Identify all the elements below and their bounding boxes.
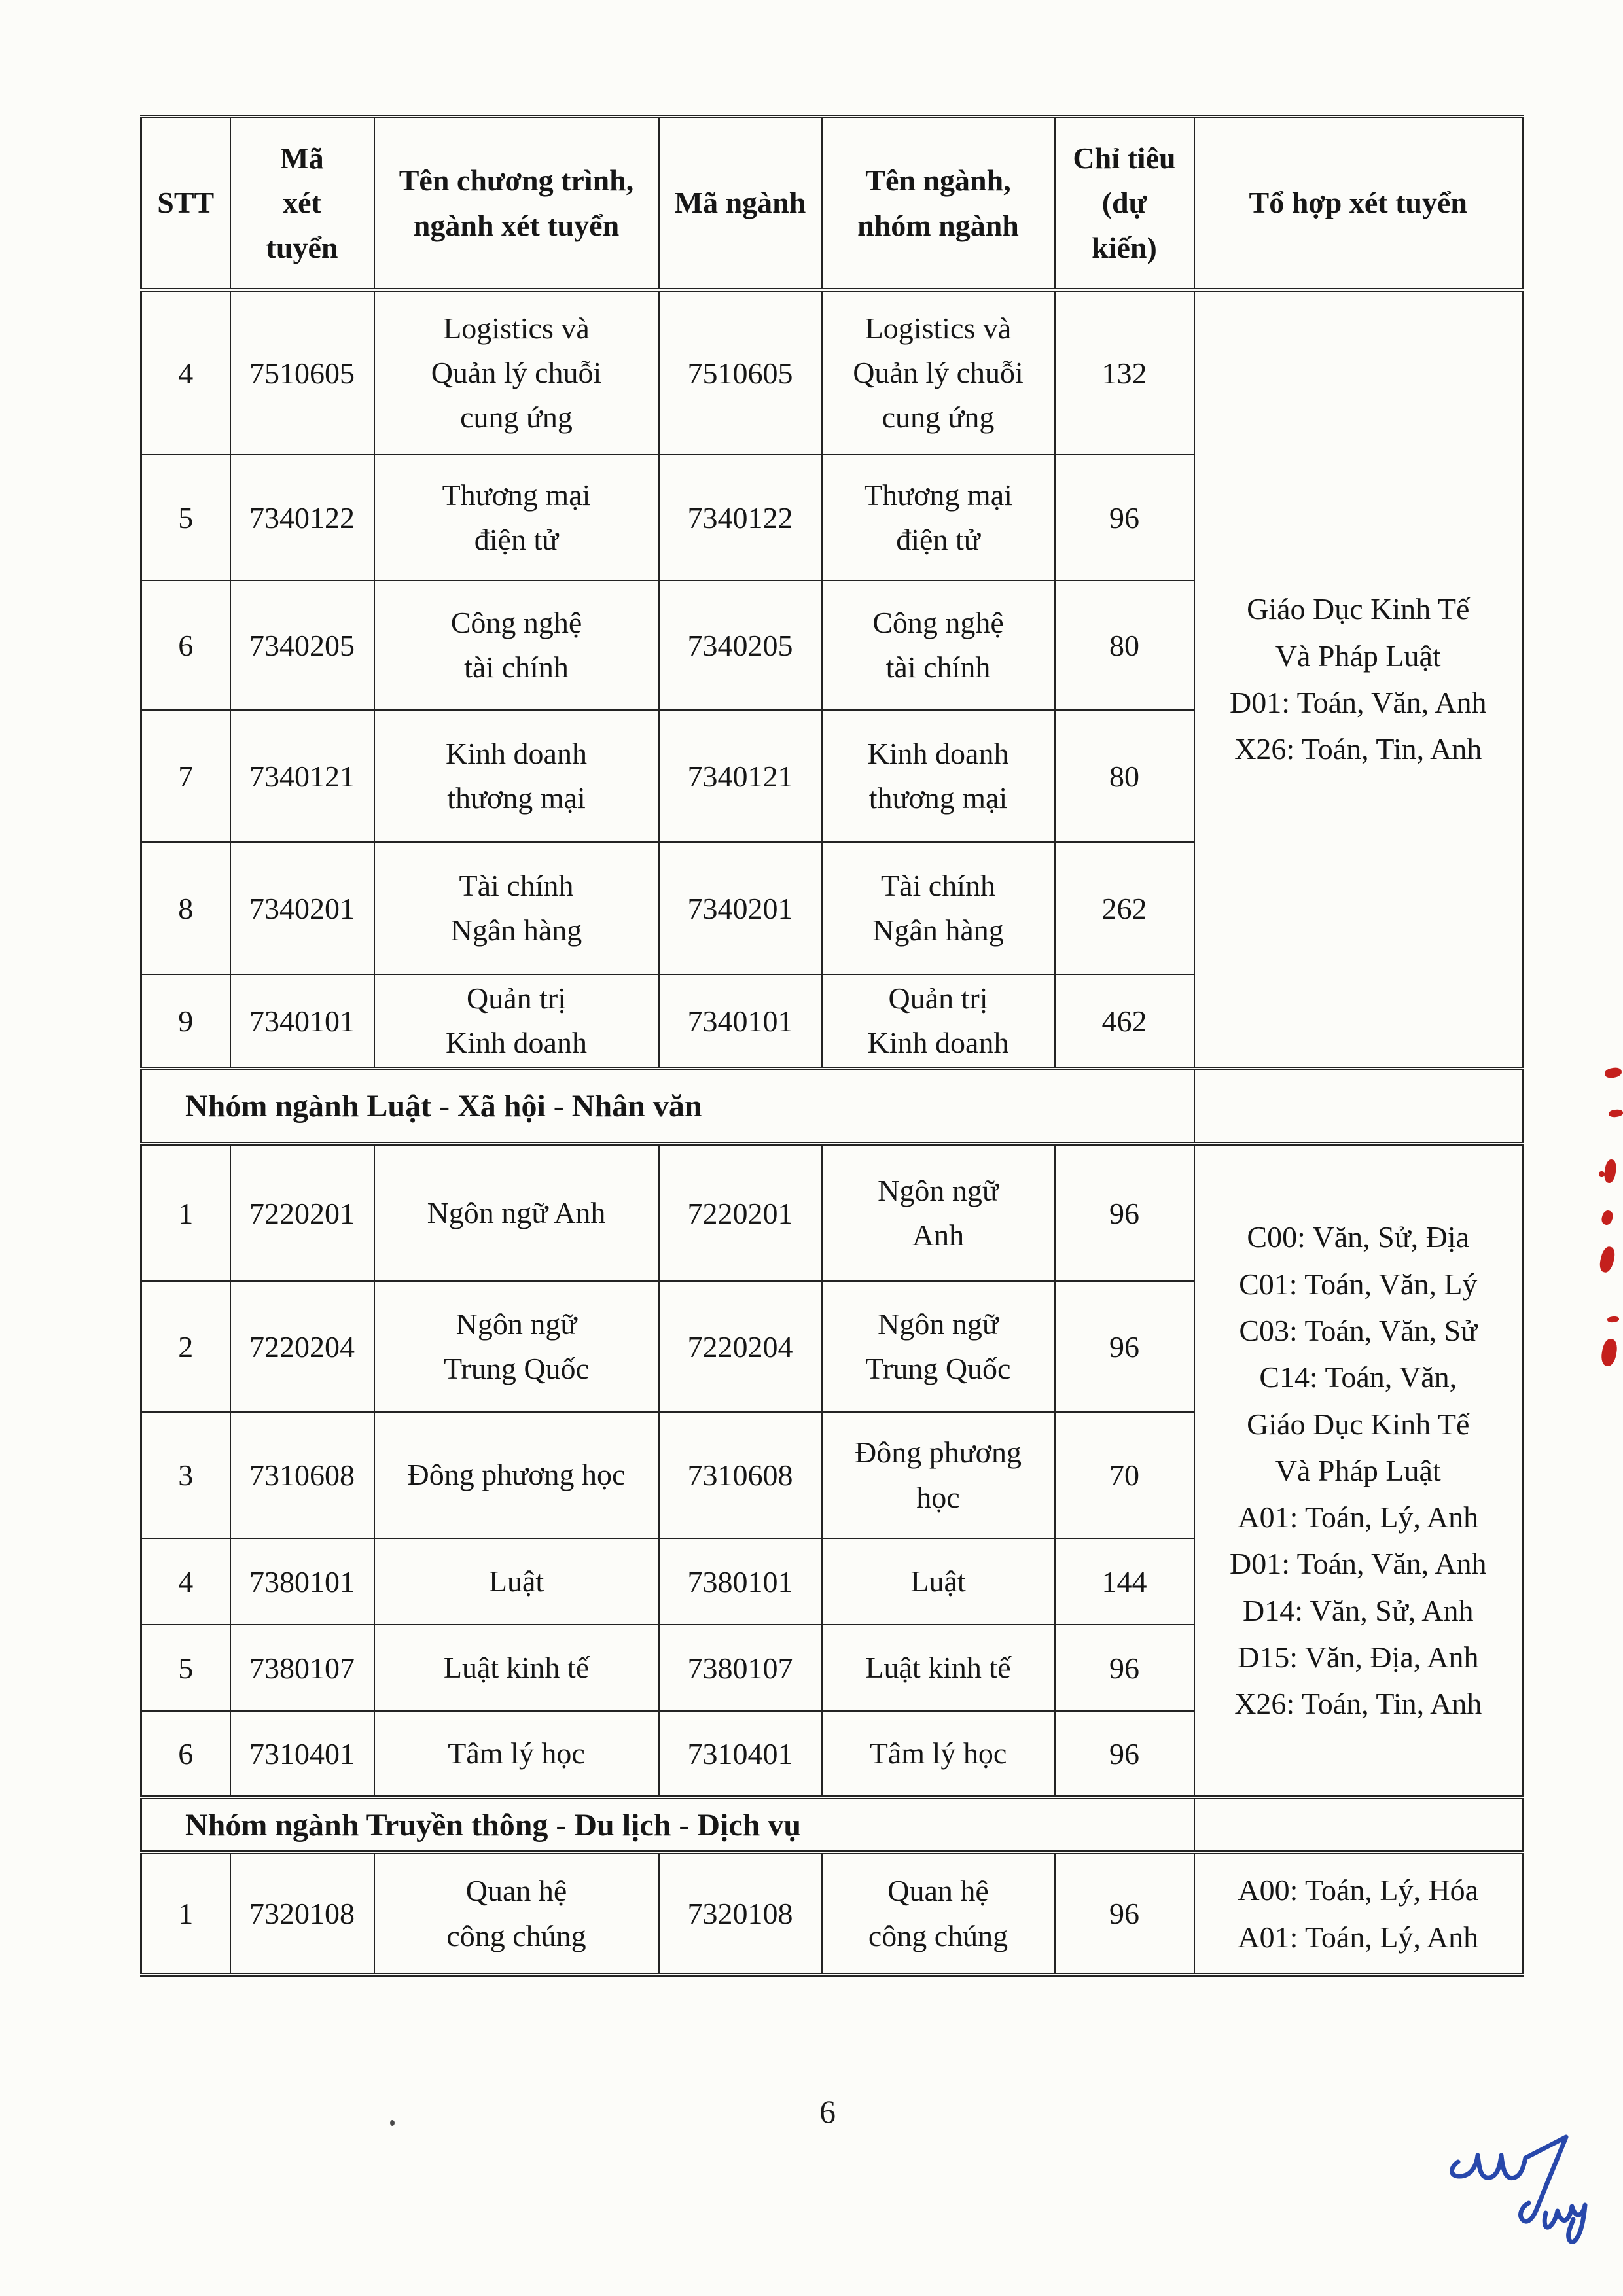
major-line: Quản lý chuỗi bbox=[853, 355, 1024, 389]
major-line: Tâm lý học bbox=[869, 1736, 1007, 1770]
major-line: Trung Quốc bbox=[865, 1352, 1011, 1385]
major-line: cung ứng bbox=[882, 400, 995, 434]
combination-line: A00: Toán, Lý, Hóa bbox=[1238, 1873, 1479, 1907]
admission-code-cell: 7320108 bbox=[230, 1852, 374, 1975]
program-line: Thương mại bbox=[442, 478, 591, 512]
quota-cell: 96 bbox=[1055, 1281, 1194, 1412]
page-edge-mark bbox=[1597, 1245, 1616, 1274]
program-line: Đông phương học bbox=[407, 1458, 626, 1492]
major-name-cell bbox=[822, 455, 1055, 580]
major-line: thương mại bbox=[868, 781, 1008, 815]
page-edge-mark bbox=[1607, 1316, 1620, 1323]
major-code-cell: 7220204 bbox=[659, 1281, 822, 1412]
quota-cell: 80 bbox=[1055, 580, 1194, 710]
stt-cell: 4 bbox=[141, 290, 230, 455]
page-edge-mark bbox=[1600, 1337, 1619, 1367]
quota-cell: 262 bbox=[1055, 842, 1194, 974]
program-line: Kinh doanh bbox=[446, 1026, 587, 1059]
major-code-cell: 7220201 bbox=[659, 1144, 822, 1281]
admission-code-cell: 7340121 bbox=[230, 710, 374, 842]
combination-line: A01: Toán, Lý, Anh bbox=[1238, 1500, 1479, 1534]
major-name-cell bbox=[822, 710, 1055, 842]
quota-cell: 96 bbox=[1055, 1625, 1194, 1711]
major-code-cell: 7310401 bbox=[659, 1711, 822, 1797]
admission-quota-table bbox=[140, 115, 1524, 1977]
program-line: thương mại bbox=[447, 781, 586, 815]
page-edge-mark bbox=[1608, 1109, 1623, 1118]
subject-combination-cell bbox=[1194, 290, 1523, 1069]
admission-code-cell: 7220204 bbox=[230, 1281, 374, 1412]
admission-code-cell: 7220201 bbox=[230, 1144, 374, 1281]
page-edge-mark bbox=[1603, 1159, 1618, 1184]
combination-line: D01: Toán, Văn, Anh bbox=[1230, 686, 1487, 719]
major-name-cell bbox=[822, 1625, 1055, 1711]
combination-line: D14: Văn, Sử, Anh bbox=[1242, 1593, 1474, 1627]
major-line: điện tử bbox=[896, 523, 980, 556]
section-title: Nhóm ngành Truyền thông - Du lịch - Dịch vụ bbox=[141, 1797, 1194, 1852]
header-text: ngành xét tuyển bbox=[413, 208, 620, 242]
header-text: nhóm ngành bbox=[857, 208, 1019, 242]
table-row bbox=[141, 1144, 1523, 1281]
empty-cell bbox=[1194, 1069, 1523, 1144]
subject-combination-cell bbox=[1194, 1144, 1523, 1797]
major-name-cell bbox=[822, 1852, 1055, 1975]
signature-scribble bbox=[1407, 2128, 1610, 2252]
major-line: Thương mại bbox=[864, 478, 1012, 512]
major-name-cell bbox=[822, 842, 1055, 974]
major-name-cell bbox=[822, 1538, 1055, 1625]
stt-cell: 4 bbox=[141, 1538, 230, 1625]
combination-line: X26: Toán, Tin, Anh bbox=[1234, 1687, 1482, 1721]
stt-cell: 6 bbox=[141, 1711, 230, 1797]
section-row-luat bbox=[141, 1069, 1523, 1144]
major-line: Luật kinh tế bbox=[865, 1650, 1011, 1684]
program-line: công chúng bbox=[446, 1918, 586, 1952]
header-subject-combination bbox=[1194, 116, 1523, 290]
program-line: Tài chính bbox=[459, 868, 574, 902]
combination-line: A01: Toán, Lý, Anh bbox=[1238, 1920, 1479, 1954]
program-line: Logistics và bbox=[443, 311, 590, 345]
quota-cell: 132 bbox=[1055, 290, 1194, 455]
header-admission-code bbox=[230, 116, 374, 290]
table-row bbox=[141, 1852, 1523, 1975]
combination-line: C03: Toán, Văn, Sử bbox=[1239, 1313, 1478, 1347]
quota-cell: 462 bbox=[1055, 974, 1194, 1069]
program-name-cell bbox=[374, 974, 659, 1069]
program-line: Ngôn ngữ bbox=[455, 1307, 577, 1341]
table-header-row bbox=[141, 116, 1523, 290]
combination-line: Và Pháp Luật bbox=[1275, 1453, 1441, 1487]
header-text: Tên chương trình, bbox=[399, 164, 634, 198]
header-text: kiến) bbox=[1092, 230, 1157, 264]
program-line: Tâm lý học bbox=[448, 1736, 585, 1770]
header-text: Mã bbox=[280, 141, 324, 175]
header-text: STT bbox=[157, 186, 215, 220]
major-name-cell bbox=[822, 1144, 1055, 1281]
header-text: Chỉ tiêu bbox=[1073, 141, 1176, 175]
admission-code-cell: 7380107 bbox=[230, 1625, 374, 1711]
section-title: Nhóm ngành Luật - Xã hội - Nhân văn bbox=[141, 1069, 1194, 1144]
program-name-cell bbox=[374, 842, 659, 974]
major-code-cell: 7380107 bbox=[659, 1625, 822, 1711]
header-text: Tên ngành, bbox=[865, 164, 1011, 198]
admission-code-cell: 7510605 bbox=[230, 290, 374, 455]
major-line: Ngôn ngữ bbox=[878, 1173, 999, 1207]
major-code-cell: 7380101 bbox=[659, 1538, 822, 1625]
header-quota bbox=[1055, 116, 1194, 290]
admission-code-cell: 7310401 bbox=[230, 1711, 374, 1797]
admission-code-cell: 7310608 bbox=[230, 1412, 374, 1538]
table-row bbox=[141, 290, 1523, 455]
program-name-cell bbox=[374, 1625, 659, 1711]
program-line: tài chính bbox=[464, 650, 569, 684]
major-name-cell bbox=[822, 974, 1055, 1069]
program-line: Quan hệ bbox=[465, 1874, 567, 1908]
header-stt bbox=[141, 116, 230, 290]
page-edge-mark bbox=[1604, 1067, 1622, 1079]
program-name-cell bbox=[374, 455, 659, 580]
header-text: tuyển bbox=[266, 230, 338, 264]
major-name-cell bbox=[822, 290, 1055, 455]
major-name-cell bbox=[822, 1281, 1055, 1412]
header-major-code bbox=[659, 116, 822, 290]
stt-cell: 2 bbox=[141, 1281, 230, 1412]
major-line: Luật bbox=[910, 1564, 966, 1598]
program-name-cell bbox=[374, 710, 659, 842]
empty-cell bbox=[1194, 1797, 1523, 1852]
quota-cell: 96 bbox=[1055, 455, 1194, 580]
program-line: Kinh doanh bbox=[446, 736, 587, 770]
stt-cell: 7 bbox=[141, 710, 230, 842]
major-line: Quản trị bbox=[888, 981, 988, 1015]
admission-code-cell: 7380101 bbox=[230, 1538, 374, 1625]
stt-cell: 8 bbox=[141, 842, 230, 974]
program-line: Ngân hàng bbox=[450, 913, 582, 947]
major-line: học bbox=[916, 1480, 960, 1514]
page-number: 6 bbox=[819, 2093, 836, 2130]
major-name-cell bbox=[822, 580, 1055, 710]
major-line: Ngôn ngữ bbox=[878, 1307, 999, 1341]
header-text: Mã ngành bbox=[674, 186, 806, 220]
program-line: Luật bbox=[488, 1564, 544, 1598]
program-line: cung ứng bbox=[460, 400, 573, 434]
header-text: Tổ hợp xét tuyển bbox=[1249, 186, 1467, 220]
header-text: xét bbox=[283, 186, 321, 220]
quota-cell: 96 bbox=[1055, 1852, 1194, 1975]
major-line: Đông phương bbox=[855, 1436, 1022, 1470]
combination-line: Giáo Dục Kinh Tế bbox=[1247, 592, 1470, 626]
major-line: Kinh doanh bbox=[867, 1026, 1009, 1059]
combination-line: C00: Văn, Sử, Địa bbox=[1247, 1220, 1470, 1254]
major-code-cell: 7320108 bbox=[659, 1852, 822, 1975]
subject-combination-cell bbox=[1194, 1852, 1523, 1975]
admission-code-cell: 7340101 bbox=[230, 974, 374, 1069]
major-code-cell: 7340201 bbox=[659, 842, 822, 974]
program-line: Luật kinh tế bbox=[443, 1650, 590, 1684]
header-major-name bbox=[822, 116, 1055, 290]
combination-line: D01: Toán, Văn, Anh bbox=[1230, 1547, 1487, 1581]
scan-speck bbox=[390, 2120, 395, 2126]
program-name-cell bbox=[374, 290, 659, 455]
major-name-cell bbox=[822, 1711, 1055, 1797]
quota-cell: 144 bbox=[1055, 1538, 1194, 1625]
program-name-cell bbox=[374, 1852, 659, 1975]
program-name-cell bbox=[374, 1144, 659, 1281]
combination-line: D15: Văn, Địa, Anh bbox=[1238, 1640, 1479, 1674]
major-code-cell: 7340121 bbox=[659, 710, 822, 842]
major-line: tài chính bbox=[885, 650, 991, 684]
header-program-name bbox=[374, 116, 659, 290]
major-line: Logistics và bbox=[865, 311, 1012, 345]
program-line: Quản trị bbox=[466, 981, 566, 1015]
stt-cell: 5 bbox=[141, 1625, 230, 1711]
page-edge-mark bbox=[1599, 1171, 1605, 1177]
header-text: (dự bbox=[1101, 186, 1147, 220]
combination-line: Và Pháp Luật bbox=[1275, 639, 1441, 673]
stt-cell: 1 bbox=[141, 1852, 230, 1975]
combination-line: C14: Toán, Văn, bbox=[1259, 1360, 1457, 1394]
major-line: Quan hệ bbox=[887, 1874, 989, 1908]
program-line: Ngôn ngữ Anh bbox=[427, 1195, 606, 1229]
major-line: Ngân hàng bbox=[872, 913, 1004, 947]
admission-code-cell: 7340201 bbox=[230, 842, 374, 974]
combination-line: C01: Toán, Văn, Lý bbox=[1239, 1267, 1478, 1301]
stt-cell: 9 bbox=[141, 974, 230, 1069]
major-code-cell: 7310608 bbox=[659, 1412, 822, 1538]
quota-cell: 96 bbox=[1055, 1711, 1194, 1797]
major-code-cell: 7340122 bbox=[659, 455, 822, 580]
program-name-cell bbox=[374, 1281, 659, 1412]
admission-code-cell: 7340205 bbox=[230, 580, 374, 710]
quota-cell: 80 bbox=[1055, 710, 1194, 842]
combination-line: Giáo Dục Kinh Tế bbox=[1247, 1407, 1470, 1441]
program-name-cell bbox=[374, 1412, 659, 1538]
program-line: Quản lý chuỗi bbox=[431, 355, 602, 389]
quota-cell: 96 bbox=[1055, 1144, 1194, 1281]
stt-cell: 5 bbox=[141, 455, 230, 580]
admission-code-cell: 7340122 bbox=[230, 455, 374, 580]
combination-line: X26: Toán, Tin, Anh bbox=[1234, 732, 1482, 766]
page-edge-mark bbox=[1600, 1209, 1614, 1226]
stt-cell: 3 bbox=[141, 1412, 230, 1538]
major-code-cell: 7340205 bbox=[659, 580, 822, 710]
stt-cell: 6 bbox=[141, 580, 230, 710]
program-line: điện tử bbox=[474, 523, 559, 556]
stt-cell: 1 bbox=[141, 1144, 230, 1281]
section-row-truyen-thong bbox=[141, 1797, 1523, 1852]
program-line: Công nghệ bbox=[450, 605, 582, 639]
major-line: Kinh doanh bbox=[867, 736, 1009, 770]
quota-cell: 70 bbox=[1055, 1412, 1194, 1538]
program-name-cell bbox=[374, 580, 659, 710]
program-line: Trung Quốc bbox=[444, 1352, 589, 1385]
major-line: Công nghệ bbox=[872, 605, 1004, 639]
program-name-cell bbox=[374, 1538, 659, 1625]
major-line: công chúng bbox=[868, 1918, 1008, 1952]
major-name-cell bbox=[822, 1412, 1055, 1538]
major-line: Tài chính bbox=[881, 868, 995, 902]
major-code-cell: 7510605 bbox=[659, 290, 822, 455]
program-name-cell bbox=[374, 1711, 659, 1797]
major-line: Anh bbox=[912, 1218, 965, 1252]
major-code-cell: 7340101 bbox=[659, 974, 822, 1069]
